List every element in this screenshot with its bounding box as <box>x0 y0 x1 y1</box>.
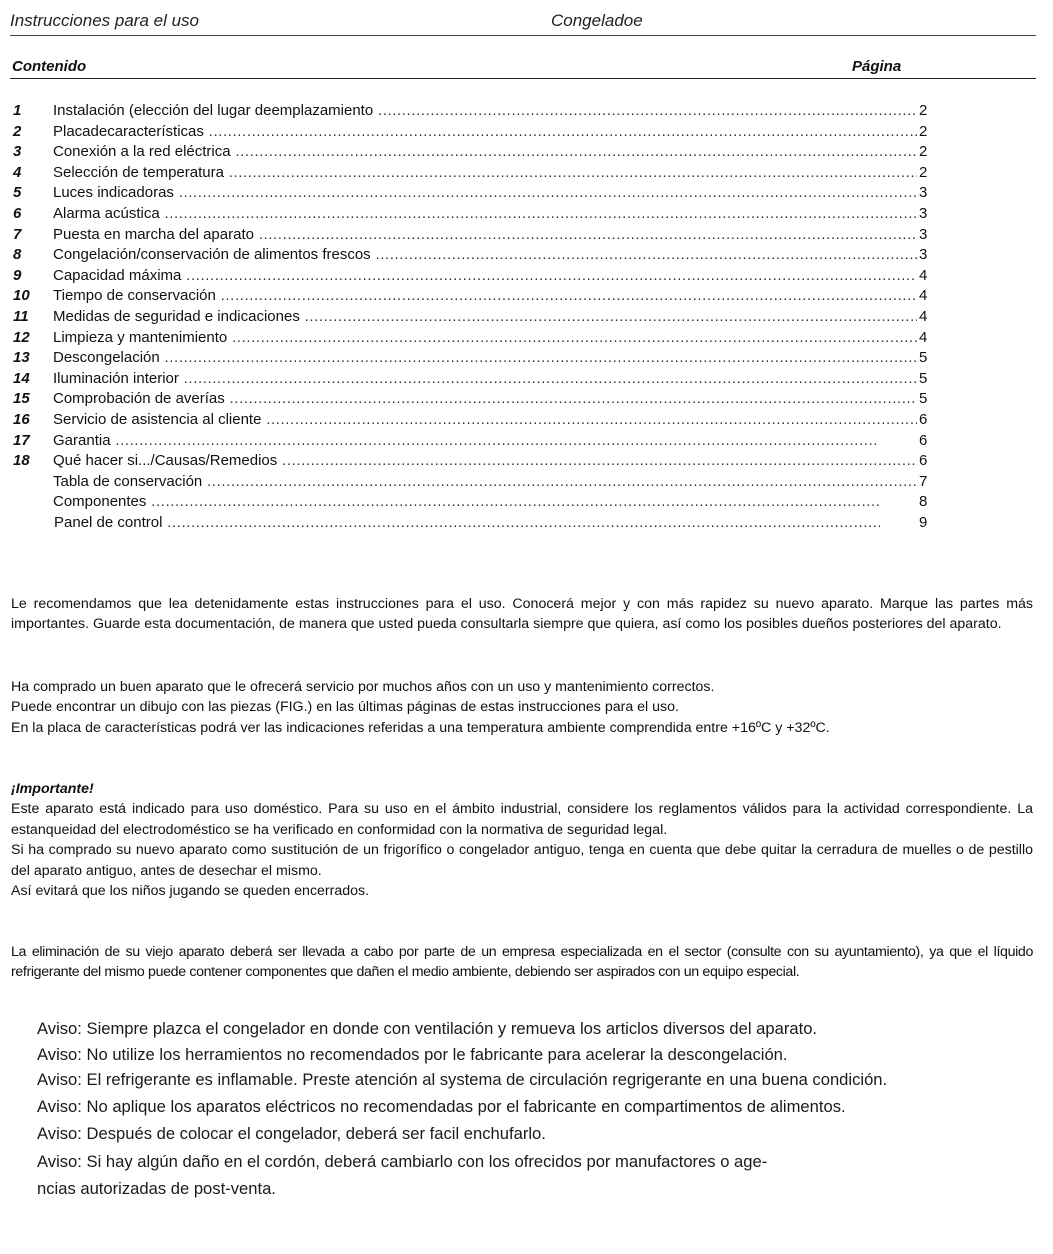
important-section <box>11 779 1033 901</box>
warning-item-continued: ncias autorizadas de post-venta. <box>37 1179 276 1198</box>
toc-entry-number: 11 <box>13 307 29 325</box>
toc-entry-title: Selección de temperatura <box>53 163 224 181</box>
warnings-list <box>37 1017 1037 1203</box>
toc-entry-title: Puesta en marcha del aparato <box>53 225 254 243</box>
toc-entry-title: Instalación (elección del lugar deemplazamiento <box>53 102 374 119</box>
important-paragraph-children: Así evitará que los niños jugando se queden encerrados. <box>11 883 370 900</box>
toc-entry[interactable] <box>0 431 1053 452</box>
toc-entry-title: Descongelación <box>53 349 160 367</box>
toc-entry-title: Tabla de conservación <box>53 472 203 490</box>
intro-line-figure: Puede encontrar un dibujo con las piezas (FIG.) en las últimas páginas de estas instrucciones para el uso. <box>11 699 679 716</box>
toc-entry[interactable] <box>0 286 1053 307</box>
toc-entry-page: 7 <box>919 472 928 490</box>
toc-entry-title: Medidas de seguridad e indicaciones <box>53 307 300 325</box>
header-doc-title: Instrucciones para el uso <box>10 11 199 30</box>
warning-item: Aviso: No utilize los herramientos no recomendados por le fabricante para acelerar la descongelación. <box>37 1044 788 1064</box>
toc-entry-title: Servicio de asistencia al cliente <box>53 410 262 428</box>
toc-entry-title: Placadecaracterísticas <box>53 122 204 140</box>
toc-entry-page: 3 <box>919 225 928 243</box>
toc-entry-title: Capacidad máxima <box>53 266 182 284</box>
toc-entry[interactable] <box>0 245 1053 266</box>
toc-entry-title: Qué hacer si.../Causas/Remedios <box>53 452 278 470</box>
intro-line-purchase: Ha comprado un buen aparato que le ofrecerá servicio por muchos años con un uso y mantenimiento correctos. <box>11 679 715 695</box>
toc-entry[interactable] <box>0 225 1053 246</box>
toc-entry-number: 17 <box>13 431 30 449</box>
toc-entry[interactable] <box>0 101 1053 122</box>
intro-details <box>11 677 1033 718</box>
toc-entry-number: 18 <box>13 452 30 470</box>
toc-entry-title: Alarma acústica <box>53 204 160 222</box>
toc-entry[interactable] <box>0 513 1053 534</box>
toc-entry[interactable] <box>0 142 1053 163</box>
toc-entry-title: Iluminación interior <box>53 369 179 387</box>
toc-entry-title: Limpieza y mantenimiento <box>53 328 228 346</box>
warning-item: Aviso: Si hay algún daño en el cordón, deberá cambiarlo con los ofrecidos por manufactores o age- <box>37 1151 768 1171</box>
toc-entry[interactable] <box>0 389 1053 410</box>
intro-line-temperature: En la placa de características podrá ver las indicaciones referidas a una temperatura ambiente comprendida entre +16ºC y +32ºC. <box>11 720 830 736</box>
toc-entry[interactable] <box>0 369 1053 390</box>
toc-page-heading: Página <box>852 58 902 75</box>
toc-entry-page: 5 <box>919 369 928 387</box>
toc-entry-page: 9 <box>919 513 928 531</box>
toc-entry-page: 6 <box>919 452 928 470</box>
toc-entry-number: 9 <box>13 266 22 284</box>
toc-entry-number: 10 <box>13 287 30 305</box>
toc-entry-page: 4 <box>919 307 928 325</box>
toc-entry-title: Panel de control <box>54 513 163 531</box>
toc-entry-page: 4 <box>919 328 928 346</box>
toc-entry-title: Tiempo de conservación <box>53 287 216 305</box>
warning-item: Aviso: No aplique los aparatos eléctricos no recomendadas por el fabricante en compartimentos de alimentos. <box>37 1096 846 1116</box>
toc-entry-page: 4 <box>919 266 928 284</box>
toc-entry-number: 16 <box>13 410 30 428</box>
toc-entry-number: 3 <box>13 143 22 161</box>
table-of-contents <box>0 101 1053 533</box>
toc-entry-title: Comprobación de averías <box>53 390 225 408</box>
toc-entry-number: 5 <box>13 184 22 202</box>
important-paragraph-domestic: Este aparato está indicado para uso doméstico. Para su uso en el ámbito industrial, considere los reglamentos válidos para la actividad correspondiente. La estanqueidad del electrodoméstico se ha verificado en conformidad con la normativa de seguridad legal. <box>11 801 1033 838</box>
warning-item: Aviso: Después de colocar el congelador, deberá ser facil enchufarlo. <box>37 1124 546 1143</box>
header-product-title: Congeladoe <box>551 11 643 30</box>
toc-entry[interactable] <box>0 266 1053 287</box>
toc-entry-number: 7 <box>13 225 22 243</box>
toc-entry-page: 2 <box>919 143 928 161</box>
toc-entry-page: 2 <box>919 122 928 140</box>
toc-entry-number: 12 <box>13 328 30 346</box>
toc-entry-page: 5 <box>919 390 928 408</box>
toc-entry[interactable] <box>0 451 1053 472</box>
page-header <box>10 9 1036 36</box>
toc-entry-number: 2 <box>13 122 22 140</box>
toc-entry-number: 14 <box>13 369 30 387</box>
toc-entry-number: 13 <box>13 349 30 367</box>
toc-entry-page: 8 <box>919 493 928 511</box>
warning-item: Aviso: Siempre plazca el congelador en donde con ventilación y remueva los articlos diversos del aparato. <box>37 1019 818 1038</box>
toc-heading: Contenido <box>12 58 87 75</box>
toc-entry-title: Congelación/conservación de alimentos frescos <box>53 246 371 264</box>
toc-entry[interactable] <box>0 122 1053 143</box>
toc-entry[interactable] <box>0 163 1053 184</box>
disposal-paragraph: La eliminación de su viejo aparato deberá ser llevada a cabo por parte de un empresa especializada en el sector (consulte con su ayuntamiento), ya que el líquido refrigerante del mismo puede contener componentes que dañen el medio ambiente, debiendo ser aspirados con un equipo especial. <box>11 944 1033 981</box>
toc-entry-number: 4 <box>13 163 22 181</box>
toc-entry-page: 3 <box>919 184 928 202</box>
toc-entry-title: Luces indicadoras <box>53 184 174 202</box>
toc-entry[interactable] <box>0 410 1053 431</box>
toc-entry-title: Garantia <box>53 431 111 449</box>
toc-entry-number: 1 <box>13 102 22 119</box>
toc-entry-page: 3 <box>919 204 928 222</box>
toc-entry[interactable] <box>0 307 1053 328</box>
toc-entry-page: 6 <box>919 410 928 428</box>
toc-entry-page: 2 <box>919 102 928 119</box>
toc-entry-title: Conexión a la red eléctrica <box>53 143 231 161</box>
toc-entry-title: Componentes <box>53 493 147 511</box>
toc-entry[interactable] <box>0 328 1053 349</box>
toc-entry[interactable] <box>0 183 1053 204</box>
toc-entry[interactable] <box>0 492 1053 513</box>
important-heading: ¡Importante! <box>11 781 94 797</box>
toc-entry-number: 8 <box>13 246 22 264</box>
important-paragraph-replacement: Si ha comprado su nuevo aparato como sustitución de un frigorífico o congelador antiguo, tenga en cuenta que debe quitar la cerradura de muelles o de pestillo del aparato antiguo, antes de desechar el mismo. <box>11 842 1033 879</box>
warning-item: Aviso: El refrigerante es inflamable. Preste atención al systema de circulación regrigerante en una buena condición. <box>37 1070 888 1089</box>
toc-entry-page: 5 <box>919 349 928 367</box>
toc-entry[interactable] <box>0 472 1053 493</box>
toc-entry-page: 6 <box>919 431 928 449</box>
toc-entry-page: 3 <box>919 246 928 264</box>
toc-entry-page: 4 <box>919 287 928 305</box>
toc-entry-number: 6 <box>13 204 22 222</box>
toc-header <box>10 56 1036 79</box>
toc-entry[interactable] <box>0 348 1053 369</box>
toc-entry-number: 15 <box>13 390 30 408</box>
intro-paragraph: Le recomendamos que lea detenidamente estas instrucciones para el uso. Conocerá mejor y con más rapidez su nuevo aparato. Marque las partes más importantes. Guarde esta documentación, de manera que usted pueda consultarla siempre que quiera, así como los posibles dueños posteriores del aparato. <box>11 596 1033 633</box>
toc-entry[interactable] <box>0 204 1053 225</box>
toc-entry-page: 2 <box>919 163 928 181</box>
